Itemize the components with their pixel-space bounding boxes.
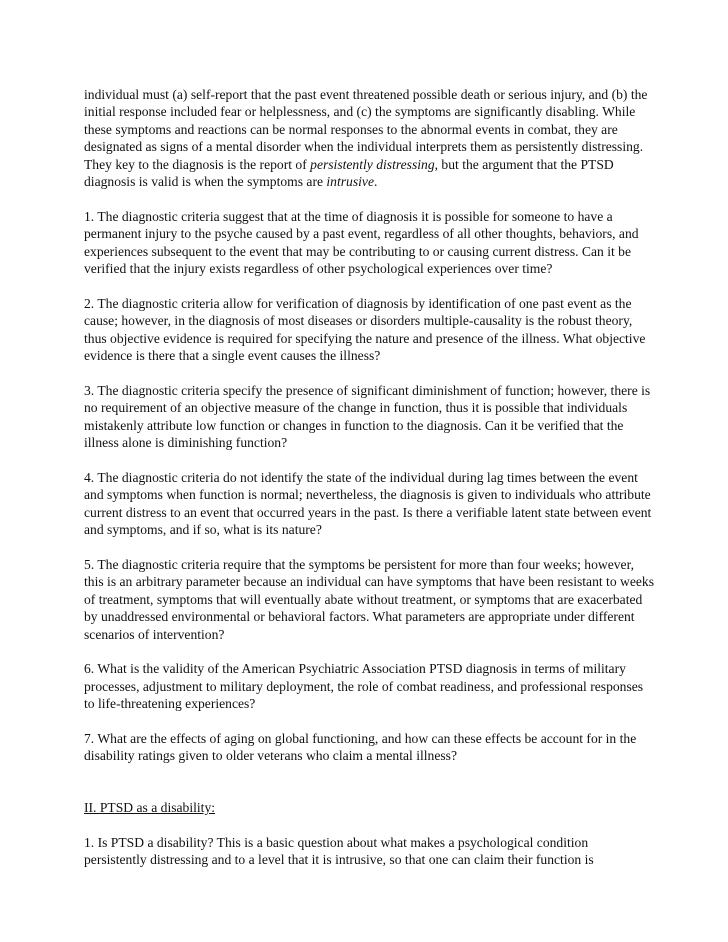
section-heading: II. PTSD as a disability: — [84, 799, 216, 815]
criteria-item-4: 4. The diagnostic criteria do not identify the state of the individual during lag times between the event and symptoms when function is normal; nevertheless, the diagnosis is given to individuals who attribute current distress to an event that occurred years in the past. Is there a verifiable latent state between event and symptoms, and if so, what is its nature? — [84, 469, 652, 538]
intro-paragraph — [84, 86, 654, 190]
criteria-item-2: 2. The diagnostic criteria allow for verification of diagnosis by identification of one past event as the cause; however, in the diagnosis of most diseases or disorders multiple-causality is the robust theory, thus objective evidence is required for specifying the nature and presence of the illness. What objective evidence is there that a single event causes the illness? — [84, 295, 646, 364]
criteria-item-3: 3. The diagnostic criteria specify the presence of significant diminishment of function; however, there is no requirement of an objective measure of the change in function, thus it is possible that individuals mistakenly attribute low function or changes in function to the diagnosis. Can it be verified that the illness alone is diminishing function? — [84, 382, 651, 451]
criteria-item-1: 1. The diagnostic criteria suggest that at the time of diagnosis it is possible for someone to have a permanent injury to the psyche caused by a past event, regardless of all other thoughts, behaviors, and experiences subsequent to the event that may be contributing to or causing current distress. Can it be verified that the injury exists regardless of other psychological experiences over time? — [84, 208, 639, 277]
criteria-item-6: 6. What is the validity of the American Psychiatric Association PTSD diagnosis in terms of military processes, adjustment to military deployment, the role of combat readiness, and professional responses to life-threatening experiences? — [84, 661, 644, 712]
intro-text-1: individual must (a) self-report that the past event threatened possible death or serious injury, and (b) the initial response included fear or helplessness, and (c) the symptoms are significantly disabling. While these symptoms and reactions can be normal responses to the abnormal events in combat, they are designated as signs of a mental disorder when the individual interprets them as persistently distressing. They key to the diagnosis is the report of — [84, 87, 648, 172]
criteria-item-7: 7. What are the effects of aging on global functioning, and how can these effects be account for in the disability ratings given to older veterans who claim a mental illness? — [84, 730, 637, 764]
document-page — [84, 86, 654, 886]
intro-text-3: . — [373, 174, 378, 190]
section-item-1: 1. Is PTSD a disability? This is a basic question about what makes a psychological condition persistently distressing and to a level that it is intrusive, so that one can claim their function is — [84, 834, 594, 867]
intro-text-2: , but the argument that the PTSD diagnosis is valid is when the symptoms are — [84, 156, 614, 190]
intro-emphasis-persistently-distressing: persistently distressing — [310, 156, 435, 172]
intro-emphasis-intrusive: intrusive — [326, 174, 374, 190]
criteria-item-5: 5. The diagnostic criteria require that the symptoms be persistent for more than four weeks; however, this is an arbitrary parameter because an individual can have symptoms that have been resistant to weeks of treatment, symptoms that will eventually abate without treatment, or symptoms that are exacerbated by unaddressed environmental or behavioral factors. What parameters are appropriate under different scenarios of intervention? — [84, 556, 654, 642]
